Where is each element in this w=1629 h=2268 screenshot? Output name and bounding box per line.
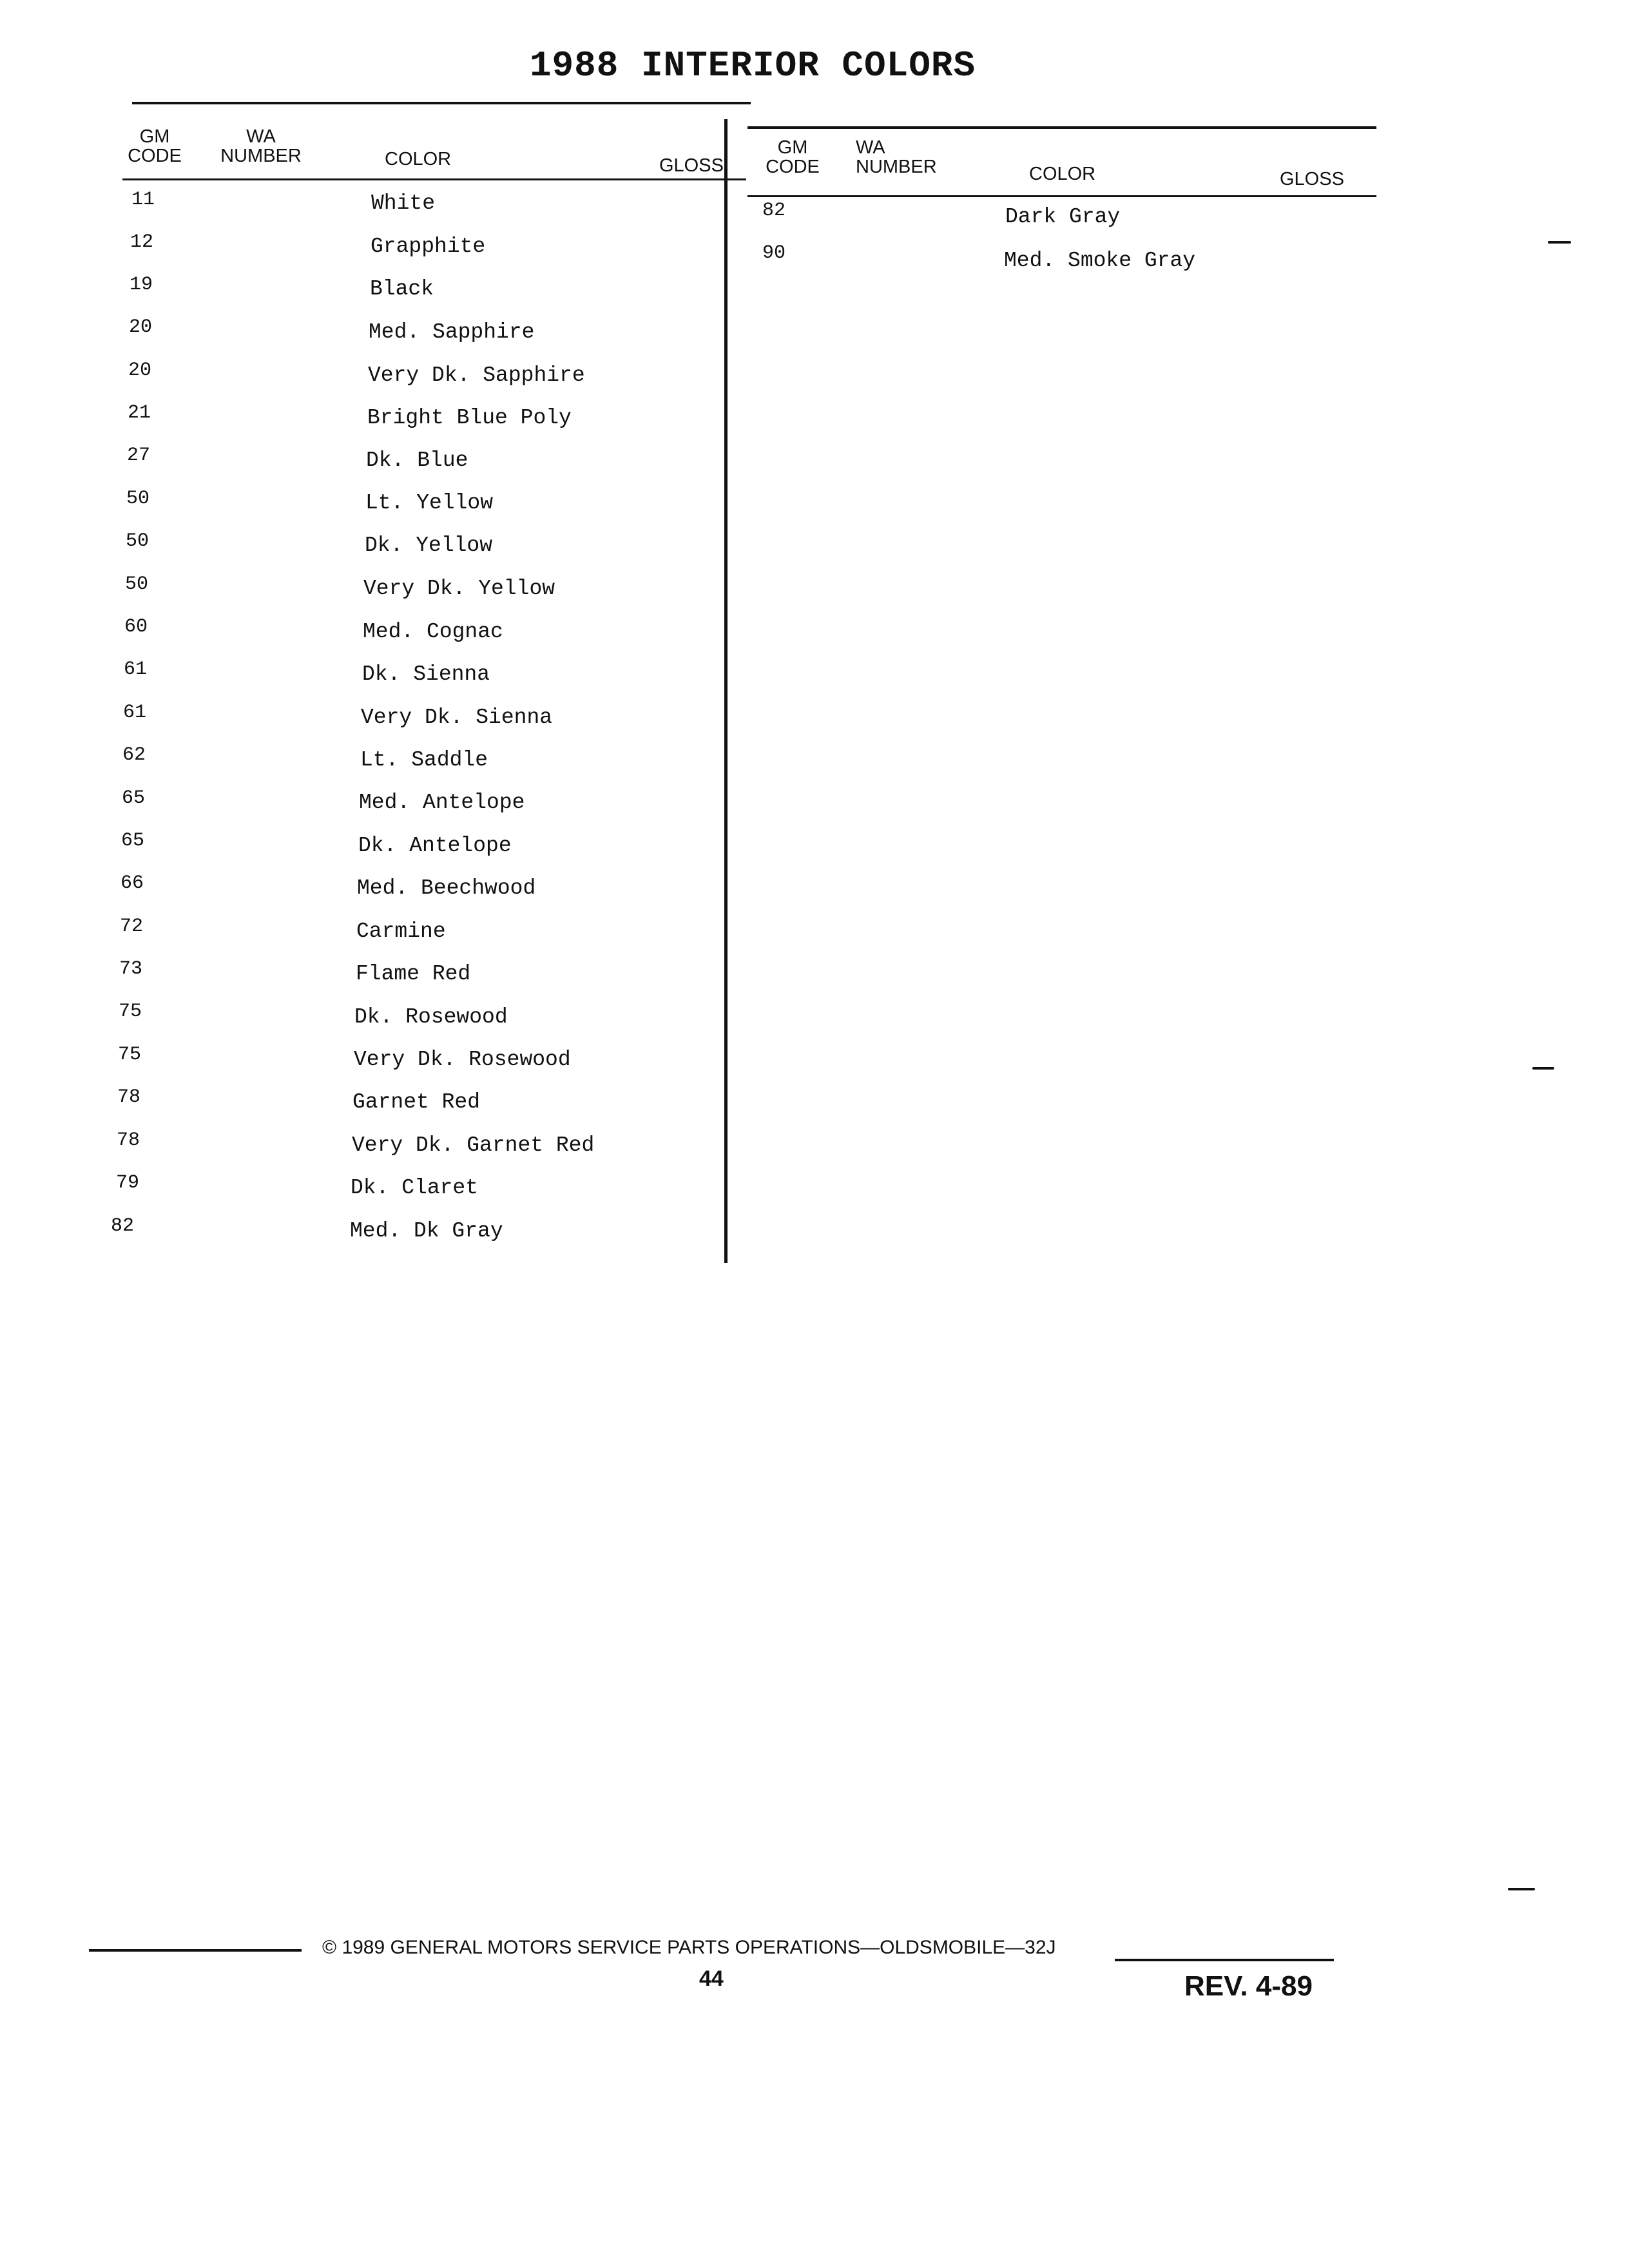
- table-row-color: Dk. Antelope: [358, 834, 512, 858]
- page-title: 1988 INTERIOR COLORS: [529, 45, 976, 86]
- footer-copyright: © 1989 GENERAL MOTORS SERVICE PARTS OPERATIONS—OLDSMOBILE—32J: [322, 1937, 1056, 1958]
- left-header-gloss: GLOSS: [659, 155, 724, 176]
- table-row-color: Dk. Yellow: [365, 533, 493, 557]
- table-row-color: Lt. Yellow: [365, 491, 494, 515]
- table-row-color: Flame Red: [356, 962, 471, 986]
- margin-mark: [1548, 241, 1571, 244]
- footer-right-rule: [1115, 1959, 1334, 1961]
- table-row-code: 60: [124, 616, 148, 638]
- right-header-rule: [747, 195, 1376, 197]
- table-row-color: Very Dk. Yellow: [363, 577, 555, 601]
- footer-left-rule: [89, 1949, 302, 1952]
- table-row-code: 61: [123, 702, 147, 724]
- table-row-color: Dark Gray: [1005, 205, 1121, 229]
- table-row-color: Dk. Claret: [351, 1176, 479, 1200]
- left-table-top-rule: [132, 102, 751, 104]
- table-row-code: 72: [120, 916, 144, 937]
- table-row-code: 78: [117, 1086, 141, 1108]
- table-row-code: 21: [128, 402, 151, 424]
- table-row-code: 75: [119, 1001, 142, 1023]
- margin-mark: [1508, 1888, 1535, 1890]
- table-row-color: Lt. Saddle: [360, 748, 488, 772]
- table-row-code: 75: [118, 1044, 142, 1066]
- table-row-color: Bright Blue Poly: [367, 406, 572, 430]
- table-row-code: 82: [762, 200, 786, 222]
- table-row-code: 73: [119, 958, 143, 980]
- left-header-gm-code: GM CODE: [128, 126, 182, 166]
- table-row-code: 19: [130, 274, 153, 296]
- table-row-code: 20: [128, 360, 152, 381]
- table-row-code: 78: [117, 1129, 140, 1151]
- table-row-code: 65: [122, 787, 146, 809]
- table-row-code: 82: [111, 1215, 135, 1237]
- table-row-code: 20: [129, 316, 153, 338]
- table-row-code: 12: [130, 231, 154, 253]
- table-row-code: 50: [125, 573, 149, 595]
- table-row-code: 61: [124, 658, 148, 680]
- column-divider: [724, 119, 728, 1263]
- table-row-color: Very Dk. Sienna: [361, 706, 553, 729]
- table-row-color: Dk. Sienna: [362, 662, 490, 686]
- table-row-color: Very Dk. Garnet Red: [352, 1133, 595, 1157]
- left-header-rule: [122, 178, 746, 180]
- table-row-color: Very Dk. Rosewood: [354, 1048, 571, 1072]
- table-row-code: 11: [131, 189, 155, 211]
- left-header-color: COLOR: [385, 149, 452, 169]
- table-row-color: White: [371, 191, 436, 215]
- table-row-color: Black: [370, 277, 434, 301]
- table-row-color: Grapphite: [371, 235, 486, 258]
- right-table-top-rule: [747, 126, 1376, 129]
- margin-mark: [1532, 1067, 1554, 1070]
- table-row-code: 62: [122, 744, 146, 766]
- revision-label: REV. 4-89: [1184, 1970, 1313, 2002]
- table-row-color: Med. Cognac: [363, 620, 503, 644]
- table-row-code: 27: [127, 445, 151, 466]
- table-row-code: 50: [126, 530, 149, 552]
- page-number: 44: [699, 1966, 724, 1991]
- table-row-color: Very Dk. Sapphire: [368, 363, 585, 387]
- table-row-color: Garnet Red: [352, 1090, 481, 1114]
- right-header-gloss: GLOSS: [1280, 169, 1344, 189]
- table-row-color: Dk. Rosewood: [354, 1005, 508, 1029]
- table-row-code: 50: [126, 488, 150, 510]
- table-row-code: 90: [762, 242, 786, 264]
- table-row-color: Med. Sapphire: [369, 320, 535, 344]
- table-row-color: Med. Smoke Gray: [1004, 249, 1196, 273]
- table-row-code: 79: [116, 1172, 140, 1194]
- left-header-wa-number: WA NUMBER: [220, 126, 302, 166]
- table-row-color: Med. Beechwood: [357, 876, 536, 900]
- table-row-color: Dk. Blue: [366, 448, 468, 472]
- right-header-color: COLOR: [1029, 164, 1096, 184]
- table-row-code: 66: [120, 872, 144, 894]
- table-row-color: Carmine: [356, 919, 446, 943]
- table-row-color: Med. Antelope: [359, 791, 525, 814]
- right-header-wa-number: WA NUMBER: [856, 137, 937, 177]
- right-header-gm-code: GM CODE: [766, 137, 820, 177]
- table-row-code: 65: [121, 830, 145, 852]
- table-row-color: Med. Dk Gray: [350, 1219, 503, 1243]
